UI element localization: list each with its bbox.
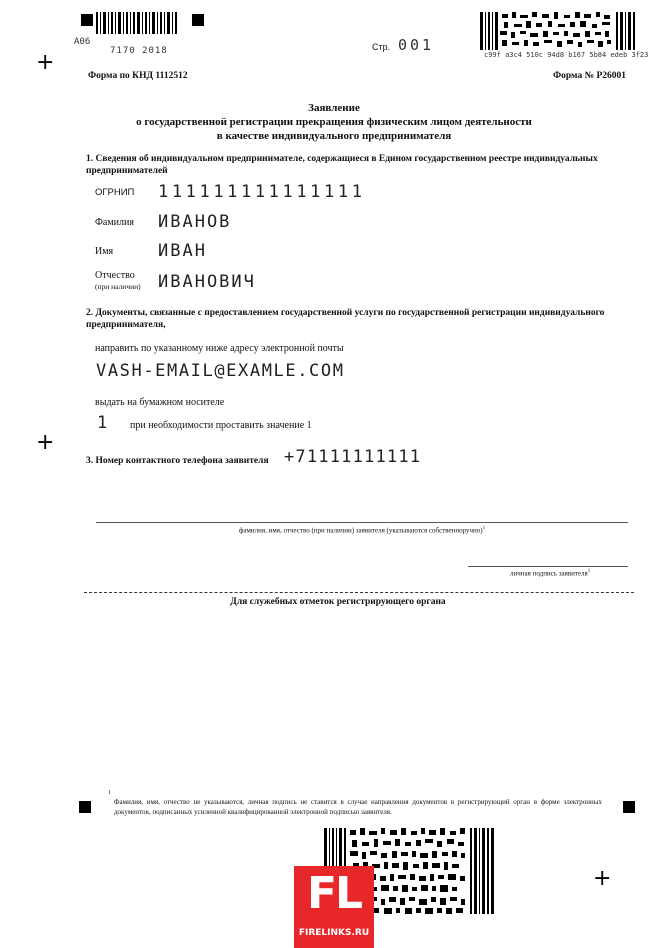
page-label: Стр. bbox=[372, 42, 391, 52]
title-line-1: Заявление bbox=[308, 102, 360, 114]
registration-marker bbox=[81, 14, 93, 26]
knd-form-label: Форма по КНД 1112512 bbox=[88, 71, 188, 81]
signature-caption bbox=[510, 569, 590, 577]
service-marks-heading: Для служебных отметок регистрирующего органа bbox=[230, 597, 446, 607]
phone-field[interactable]: +71111111111 bbox=[284, 447, 422, 467]
fio-caption bbox=[96, 526, 628, 534]
section-3-heading: 3. Номер контактного телефона заявителя bbox=[86, 456, 269, 466]
title-line-3: в качестве индивидуального предпринимателя bbox=[216, 130, 452, 142]
registration-marker bbox=[79, 801, 91, 813]
document-title bbox=[60, 101, 608, 143]
name-field[interactable]: ИВАН bbox=[158, 241, 207, 261]
section-2-heading: 2. Документы, связанные с предоставлением государственной услуги по государственной регистрации индивидуального предпринимателя, bbox=[86, 308, 605, 330]
ogrnip-field[interactable]: 111111111111111 bbox=[158, 182, 366, 202]
patronymic-field[interactable]: ИВАНОВИЧ bbox=[158, 272, 256, 292]
barcode-number: 7170 2018 bbox=[110, 46, 168, 56]
fio-signature-line[interactable] bbox=[96, 522, 628, 523]
registration-marker bbox=[623, 801, 635, 813]
fio-caption-sup: 1 bbox=[482, 526, 486, 531]
surname-label: Фамилия bbox=[95, 217, 134, 228]
barcode-hash: c99f a3c4 510c 94d8 b167 5b84 edeb 3f23 bbox=[484, 51, 649, 59]
name-label: Имя bbox=[95, 246, 114, 257]
title-line-2: о государственной регистрации прекращения физическим лицом деятельности bbox=[136, 116, 532, 128]
firelinks-logo-mark: FL bbox=[306, 868, 362, 919]
registration-cross: + bbox=[593, 866, 612, 891]
footnote-mark: 1 bbox=[108, 790, 111, 796]
patronymic-note: (при наличии) bbox=[95, 282, 141, 291]
email-field[interactable]: VASH-EMAIL@EXAMLE.COM bbox=[96, 361, 345, 381]
signature-caption-sup: 1 bbox=[587, 569, 591, 574]
fio-caption-text: фамилия, имя, отчество (при наличии) заявителя (указываются собственноручно) bbox=[238, 526, 483, 535]
footnote-text: Фамилия, имя, отчество не указываются, личная подпись не ставится в случае направления документов в регистрирующий орган в форме электронных документов, подписанных усиленной квалифицированной электронной подписью заявителя. bbox=[114, 798, 602, 816]
registration-cross: + bbox=[36, 430, 55, 455]
form-number-label: Форма № Р26001 bbox=[553, 71, 627, 81]
personal-signature-line[interactable] bbox=[468, 566, 628, 567]
registration-cross: + bbox=[36, 50, 55, 75]
signature-caption-text: личная подпись заявителя bbox=[510, 569, 588, 578]
firelinks-site: FIRELINKS.RU bbox=[298, 928, 370, 938]
section-1-heading: 1. Сведения об индивидуальном предпринимателе, содержащиеся в Едином государственном реестре индивидуальных предпринимателей bbox=[86, 154, 598, 176]
page-number: 001 bbox=[398, 36, 435, 54]
surname-field[interactable]: ИВАНОВ bbox=[158, 212, 232, 232]
firelinks-logo bbox=[294, 866, 374, 948]
paper-label: выдать на бумажном носителе bbox=[95, 397, 225, 408]
ogrnip-label: ОГРНИП bbox=[95, 187, 135, 198]
form-code: А06 bbox=[74, 37, 91, 47]
paper-field[interactable]: 1 bbox=[97, 413, 110, 433]
registration-marker bbox=[192, 14, 204, 26]
email-label: направить по указанному ниже адресу электронной почты bbox=[95, 343, 344, 354]
paper-note: при необходимости проставить значение 1 bbox=[130, 420, 312, 431]
qr-barcode bbox=[480, 12, 636, 50]
header-barcode bbox=[96, 12, 180, 34]
patronymic-label: Отчество bbox=[95, 270, 135, 281]
service-divider bbox=[84, 592, 634, 593]
